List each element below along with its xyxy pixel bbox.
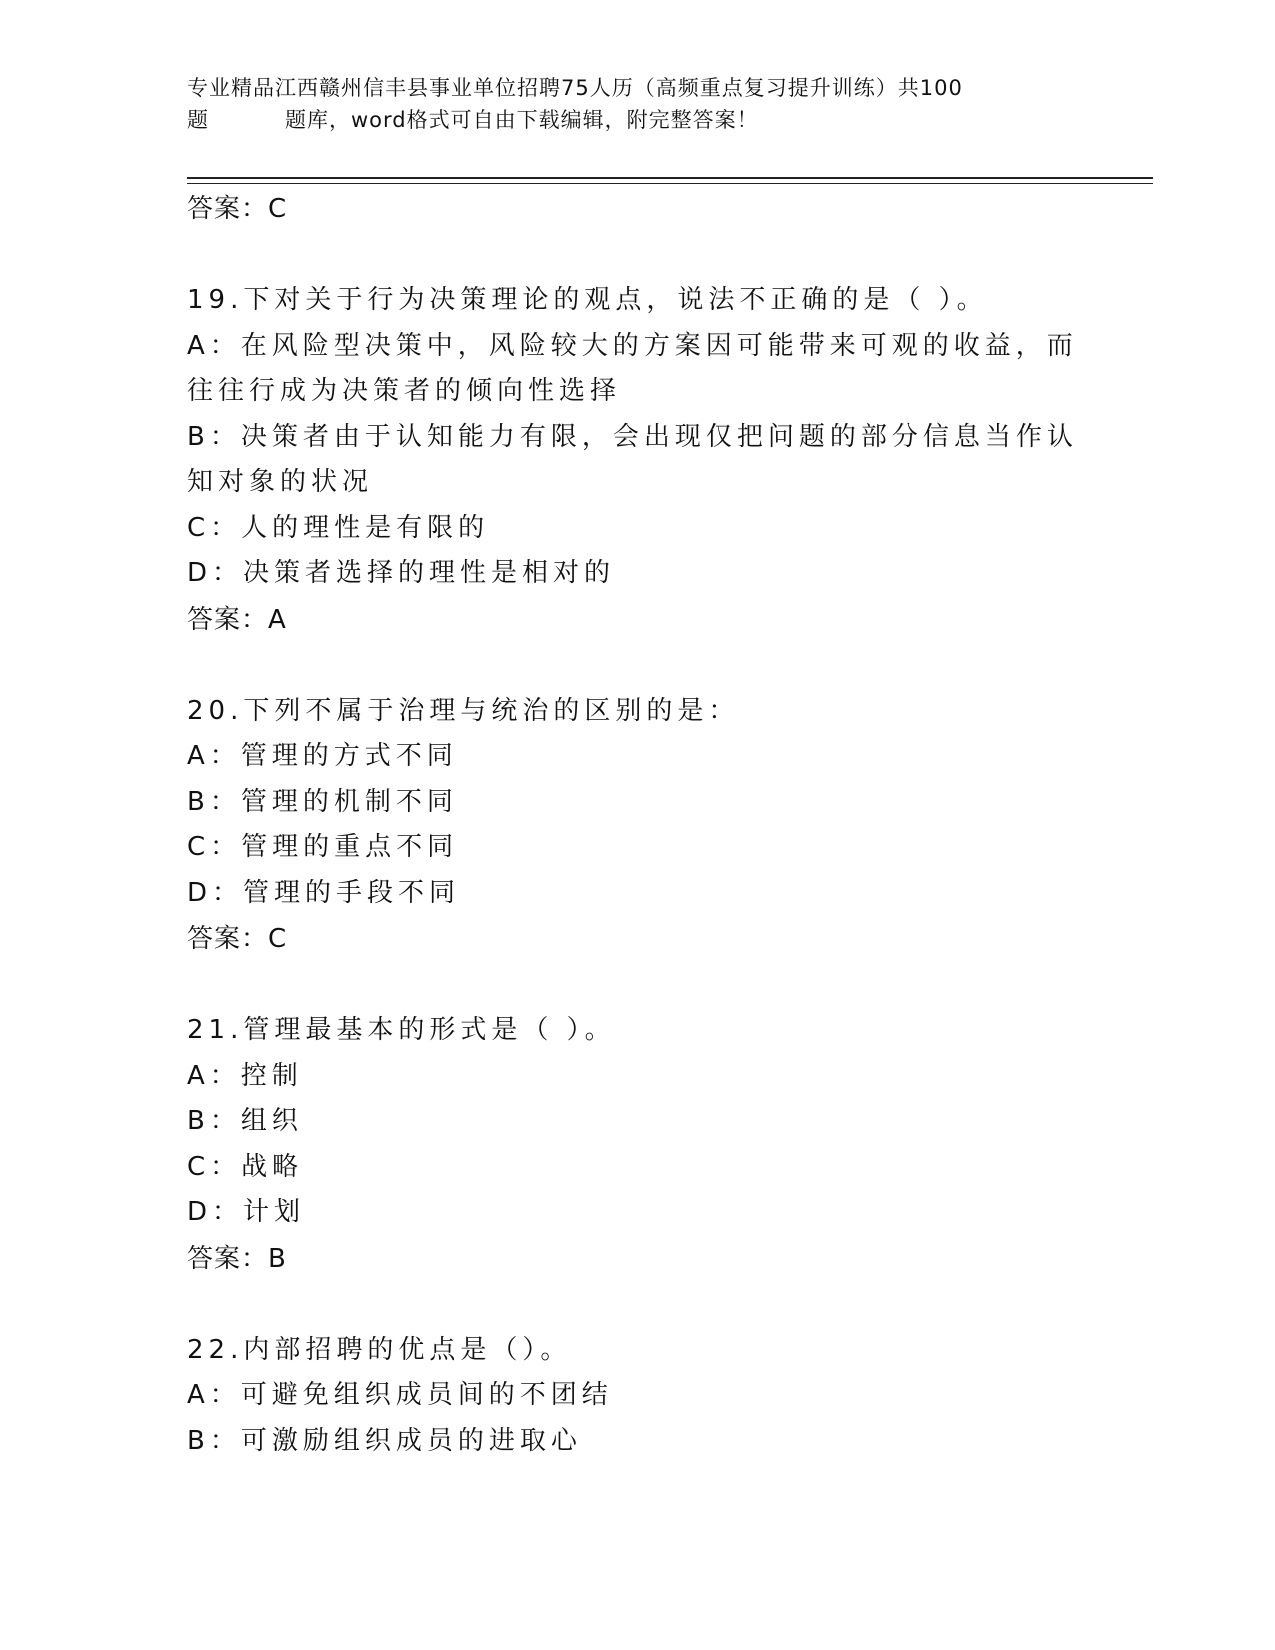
- question-spacer: [187, 232, 1087, 278]
- option-d: D：计划: [187, 1197, 306, 1227]
- question-stem: 19.下对关于行为决策理论的观点，说法不正确的是（ ）。: [187, 285, 988, 315]
- header-divider-thick: [187, 177, 1153, 179]
- document-header: [187, 72, 1067, 136]
- header-divider-thin: [187, 183, 1153, 184]
- question-spacer: [187, 643, 1087, 689]
- question-stem: 20.下列不属于治理与统治的区别的是：: [187, 695, 740, 726]
- question-spacer: [187, 962, 1087, 1008]
- option-a: A：可避免组织成员间的不团结: [187, 1380, 613, 1410]
- header-title-line2-start: 题: [187, 108, 209, 132]
- answer-line: 答案：B: [187, 1243, 287, 1274]
- question-21: [187, 1008, 1087, 1282]
- option-a: A：在风险型决策中，风险较大的方案因可能带来可观的收益，而往往行成为决策者的倾向性选择: [187, 330, 1078, 406]
- option-b: B：可激励组织成员的进取心: [187, 1425, 582, 1456]
- header-title-line2: [187, 104, 1067, 136]
- question-stem: 22.内部招聘的优点是（）。: [187, 1334, 572, 1365]
- option-a: A：管理的方式不同: [187, 741, 458, 771]
- question-19: [187, 278, 1087, 643]
- option-c: C：战略: [187, 1151, 304, 1182]
- header-title-line2-rest: 题库，word格式可自由下载编辑，附完整答案！: [285, 108, 759, 132]
- option-b: B：组织: [187, 1106, 303, 1136]
- option-d: D：决策者选择的理性是相对的: [187, 558, 616, 588]
- header-title-line1: 专业精品江西赣州信丰县事业单位招聘75人历（高频重点复习提升训练）共100: [187, 76, 963, 100]
- answer-line: 答案：A: [187, 604, 287, 635]
- question-spacer: [187, 1282, 1087, 1328]
- answer-line: 答案：C: [187, 924, 288, 954]
- option-a: A：控制: [187, 1060, 303, 1091]
- option-d: D：管理的手段不同: [187, 877, 461, 908]
- option-b: B：管理的机制不同: [187, 786, 458, 817]
- document-body: [187, 186, 1087, 1464]
- option-b: B：决策者由于认知能力有限，会出现仅把问题的部分信息当作认知对象的状况: [187, 421, 1078, 497]
- answer-line: 答案：C: [187, 194, 288, 224]
- question-20: [187, 689, 1087, 963]
- question-22: [187, 1328, 1087, 1465]
- option-c: C：人的理性是有限的: [187, 512, 490, 543]
- option-c: C：管理的重点不同: [187, 832, 459, 862]
- question-stem: 21.管理最基本的形式是（ ）。: [187, 1015, 616, 1045]
